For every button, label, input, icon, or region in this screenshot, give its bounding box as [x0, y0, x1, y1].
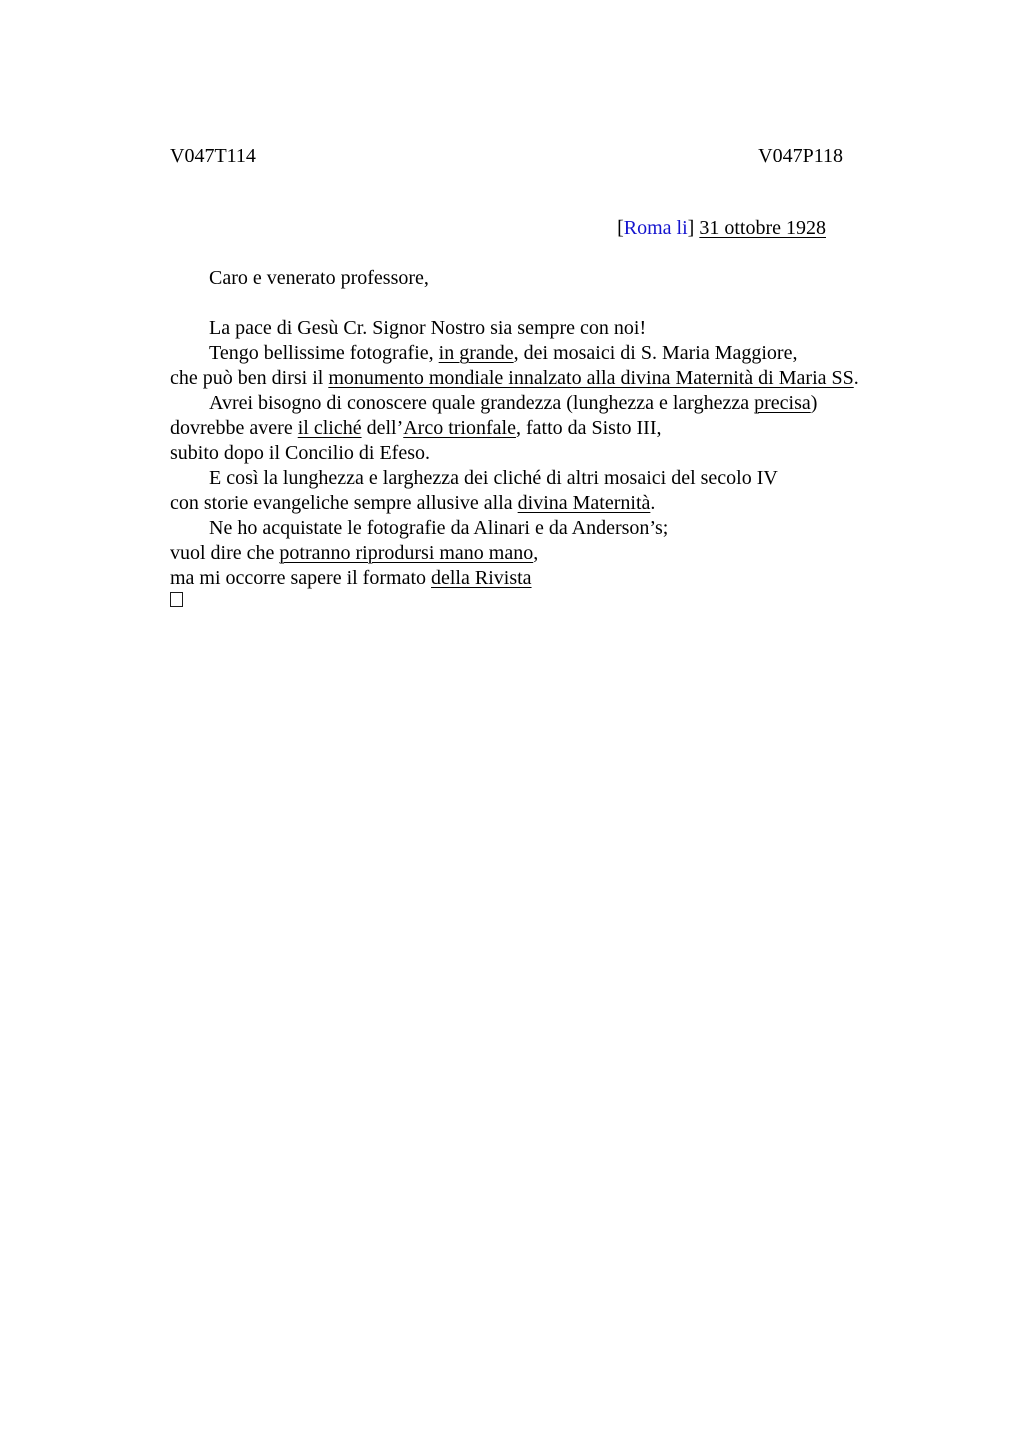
letter-line [170, 416, 970, 441]
underlined-text-segment: monumento mondiale innalzato alla divina Maternità di Maria SS [328, 367, 854, 389]
underlined-text-segment: della Rivista [431, 567, 532, 589]
text-segment: La pace di Gesù Cr. Signor Nostro sia sempre con noi! [209, 317, 647, 339]
text-segment: con storie evangeliche sempre allusive alla [170, 492, 518, 514]
text-segment: . [650, 492, 656, 514]
text-segment: Ne ho acquistate le fotografie da Alinari e da Anderson’s; [209, 517, 669, 539]
missing-character-box-icon [170, 592, 183, 607]
text-segment: , [533, 542, 539, 564]
text-segment: dovrebbe avere [170, 417, 298, 439]
page-header [170, 144, 843, 169]
underlined-text-segment: in grande [438, 342, 514, 364]
underlined-text-segment: Arco trionfale [403, 417, 516, 439]
letter-line [170, 441, 970, 466]
letter-line [170, 466, 970, 491]
text-segment: , fatto da Sisto III, [515, 417, 662, 439]
dateline [170, 216, 826, 241]
text-segment: Tengo bellissime fotografie, [209, 342, 439, 364]
underlined-text-segment: il cliché [297, 417, 362, 439]
letter-body [170, 266, 970, 616]
underlined-text-segment: potranno riprodursi mano mano [279, 542, 534, 564]
letter-line [170, 341, 970, 366]
text-segment: ) [810, 392, 818, 414]
text-segment: subito dopo il Concilio di Efeso. [170, 442, 430, 464]
underlined-text-segment: divina Maternità [517, 492, 651, 514]
letter-line [170, 491, 970, 516]
text-segment: , dei mosaici di S. Maria Maggiore, [513, 342, 798, 364]
text-segment: dell’ [361, 417, 404, 439]
salutation-line [170, 266, 970, 291]
place-name: Roma li [623, 217, 688, 239]
letter-line [170, 541, 970, 566]
header-left-code: V047T114 [170, 145, 256, 167]
date-text: 31 ottobre 1928 [699, 217, 826, 239]
text-segment: vuol dire che [170, 542, 280, 564]
text-segment: Caro e venerato professore, [209, 267, 429, 289]
underlined-text-segment: precisa [754, 392, 811, 414]
text-segment: Avrei bisogno di conoscere quale grandezza (lunghezza e larghezza [209, 392, 755, 414]
bracket-close: ] [687, 217, 695, 239]
text-segment: ma mi occorre sapere il formato [170, 567, 431, 589]
letter-line [170, 566, 970, 591]
letter-line [170, 366, 970, 391]
blank-line [170, 291, 970, 316]
letter-line [170, 516, 970, 541]
letter-line [170, 391, 970, 416]
letter-line [170, 316, 970, 341]
header-right-code: V047P118 [758, 145, 843, 167]
text-segment: che può ben dirsi il [170, 367, 329, 389]
missing-character-line [170, 591, 970, 616]
text-segment: E così la lunghezza e larghezza dei cliché di altri mosaici del secolo IV [209, 467, 778, 489]
text-segment: . [853, 367, 859, 389]
bracket-open: [ [617, 217, 624, 239]
